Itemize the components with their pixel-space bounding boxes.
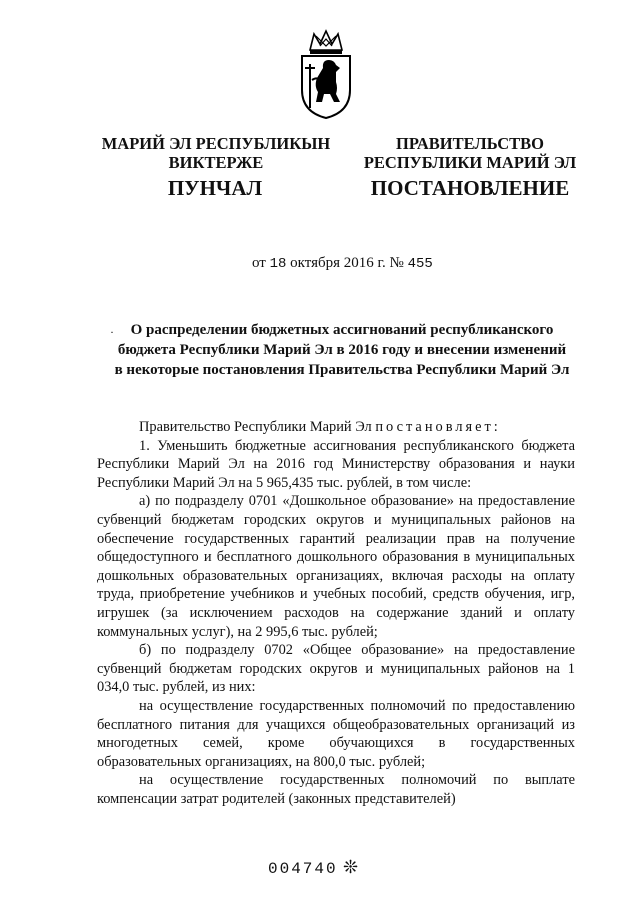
- intro-resolves: постановляет:: [375, 419, 501, 435]
- intro-text: Правительство Республики Марий Эл: [139, 419, 372, 435]
- date-month-year: октября 2016 г. №: [290, 255, 404, 271]
- paragraph-b: б) по подразделу 0702 «Общее образование» на предоставление субвенций бюджетам городских округов и муниципальных районов на 1 034,0 тыс. рублей, из них:: [97, 642, 575, 696]
- paragraph-b-item-1: на осуществление государственных полномочий по предоставлению бесплатного питания для учащихся общеобразовательных организаций из многодетных семей, кроме обучающихся в государственных образовательных организациях, на 800,0 тыс. рублей;: [97, 697, 575, 770]
- header-right-line1: ПРАВИТЕЛЬСТВО: [396, 134, 544, 153]
- serial-ornament-icon: ❊: [343, 857, 359, 877]
- document-subject: [106, 320, 578, 380]
- date-line: [252, 255, 433, 272]
- coat-of-arms-emblem: [296, 28, 356, 120]
- intro-paragraph: [97, 418, 575, 437]
- document-body: [97, 418, 575, 808]
- subject-line-1: О распределении бюджетных ассигнований республиканского: [130, 322, 554, 338]
- date-day: 18: [269, 256, 287, 272]
- header-left-line1: МАРИЙ ЭЛ РЕСПУБЛИКЫН: [101, 134, 331, 153]
- form-serial-number: 004740: [268, 860, 338, 878]
- subject-line-2: бюджета Республики Марий Эл в 2016 году и внесении изменений: [117, 342, 567, 358]
- paragraph-b-item-2: на осуществление государственных полномочий по выплате компенсации затрат родителей (законных представителей): [97, 772, 575, 807]
- header-mari-title: [98, 134, 334, 172]
- doc-type-mari: ПУНЧАЛ: [167, 176, 263, 200]
- header-russian-title: [360, 134, 580, 172]
- header-right-line2: РЕСПУБЛИКИ МАРИЙ ЭЛ: [363, 153, 577, 172]
- subject-line-3: в некоторые постановления Правительства Республики Марий Эл: [114, 362, 570, 378]
- date-prefix: от: [252, 255, 266, 271]
- header-left-line2: ВИКТЕРЖЕ: [168, 153, 264, 172]
- doc-type-russian: ПОСТАНОВЛЕНИЕ: [370, 176, 570, 200]
- paragraph-1: 1. Уменьшить бюджетные ассигнования республиканского бюджета Республики Марий Эл на 2016 год Министерству образования и науки Республики Марий Эл на 5 965,435 тыс. рублей, в том числе:: [97, 437, 575, 491]
- margin-dot: ·: [110, 325, 114, 339]
- paragraph-a: а) по подразделу 0701 «Дошкольное образование» на предоставление субвенций бюджетам городских округов и муниципальных районов на обеспечение государственных гарантий реализации прав на получение общедоступного и бесплатного дошкольного образования в муниципальных дошкольных образовательных организациях, включая расходы на оплату труда, приобретение учебников и учебных пособий, средств обучения, игр, игрушек (за исключением расходов на содержание зданий и оплату коммунальных услуг), на 2 995,6 тыс. рублей;: [97, 493, 575, 640]
- document-number: 455: [407, 256, 433, 272]
